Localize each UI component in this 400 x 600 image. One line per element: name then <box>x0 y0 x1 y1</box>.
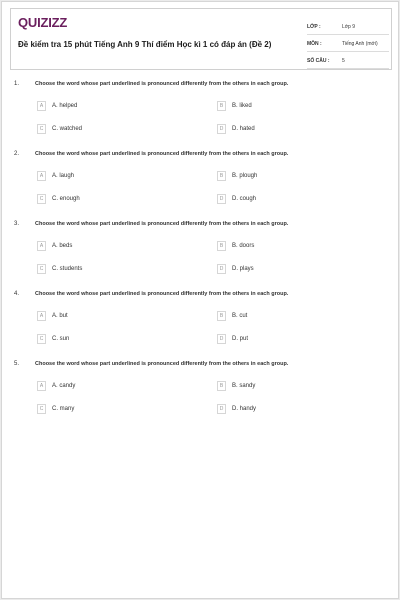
option-letter-box: A <box>37 101 46 111</box>
option-label: A. candy <box>52 383 76 389</box>
question-number: 1. <box>14 81 20 87</box>
question-text: Choose the word whose part underlined is pronounced differently from the others in each group. <box>35 151 289 157</box>
question-number: 3. <box>14 221 20 227</box>
meta-value: 5 <box>342 58 345 64</box>
meta-key: SỐ CÂU : <box>307 58 330 64</box>
option-label: C. watched <box>52 126 83 132</box>
worksheet-meta <box>307 18 389 69</box>
meta-key: LỚP : <box>307 24 321 30</box>
option-letter-box: B <box>217 381 226 391</box>
option-letter-box: B <box>217 101 226 111</box>
option-label: C. many <box>52 406 75 412</box>
option-letter-box: B <box>217 171 226 181</box>
option-label: A. beds <box>52 243 73 249</box>
question-number: 2. <box>14 151 20 157</box>
meta-value: Tiếng Anh (mới) <box>342 41 378 47</box>
option-letter-box: A <box>37 171 46 181</box>
option-letter-box: D <box>217 194 226 204</box>
option-letter-box: A <box>37 241 46 251</box>
worksheet-page <box>1 1 399 599</box>
option-label: C. sun <box>52 336 70 342</box>
option-label: A. helped <box>52 103 78 109</box>
option-label: C. students <box>52 266 83 272</box>
option-label: C. enough <box>52 196 80 202</box>
option-label: D. handy <box>232 406 257 412</box>
option-letter-box: B <box>217 241 226 251</box>
meta-row-question-count <box>307 52 389 69</box>
option-letter-box: D <box>217 334 226 344</box>
option-letter-box: C <box>37 404 46 414</box>
option-label: B. doors <box>232 243 255 249</box>
option-label: D. plays <box>232 266 254 272</box>
option-letter-box: D <box>217 404 226 414</box>
option-letter-box: C <box>37 124 46 134</box>
option-letter-box: A <box>37 311 46 321</box>
meta-value: Lớp 9 <box>342 24 356 30</box>
option-letter-box: C <box>37 194 46 204</box>
option-label: A. but <box>52 313 68 319</box>
option-letter-box: A <box>37 381 46 391</box>
worksheet-title: Đề kiểm tra 15 phút Tiếng Anh 9 Thí điểm Học kì 1 có đáp án (Đề 2) <box>18 40 272 49</box>
question-number: 5. <box>14 361 20 367</box>
option-letter-box: C <box>37 334 46 344</box>
option-letter-box: D <box>217 124 226 134</box>
quizizz-logo: QUIZIZZ <box>18 15 68 30</box>
option-label: B. plough <box>232 173 258 179</box>
option-label: B. sandy <box>232 383 256 389</box>
option-label: A. laugh <box>52 173 75 179</box>
option-letter-box: C <box>37 264 46 274</box>
option-label: B. cut <box>232 313 248 319</box>
question-number: 4. <box>14 291 20 297</box>
worksheet-header <box>10 8 392 70</box>
question-text: Choose the word whose part underlined is pronounced differently from the others in each group. <box>35 361 289 367</box>
option-label: B. liked <box>232 103 252 109</box>
meta-row-class <box>307 18 389 35</box>
question-text: Choose the word whose part underlined is pronounced differently from the others in each group. <box>35 81 289 87</box>
option-label: D. hated <box>232 126 255 132</box>
option-letter-box: B <box>217 311 226 321</box>
meta-key: MÔN : <box>307 41 322 47</box>
option-letter-box: D <box>217 264 226 274</box>
meta-row-subject <box>307 35 389 52</box>
option-label: D. cough <box>232 196 257 202</box>
option-label: D. put <box>232 336 249 342</box>
question-text: Choose the word whose part underlined is pronounced differently from the others in each group. <box>35 221 289 227</box>
question-text: Choose the word whose part underlined is pronounced differently from the others in each group. <box>35 291 289 297</box>
